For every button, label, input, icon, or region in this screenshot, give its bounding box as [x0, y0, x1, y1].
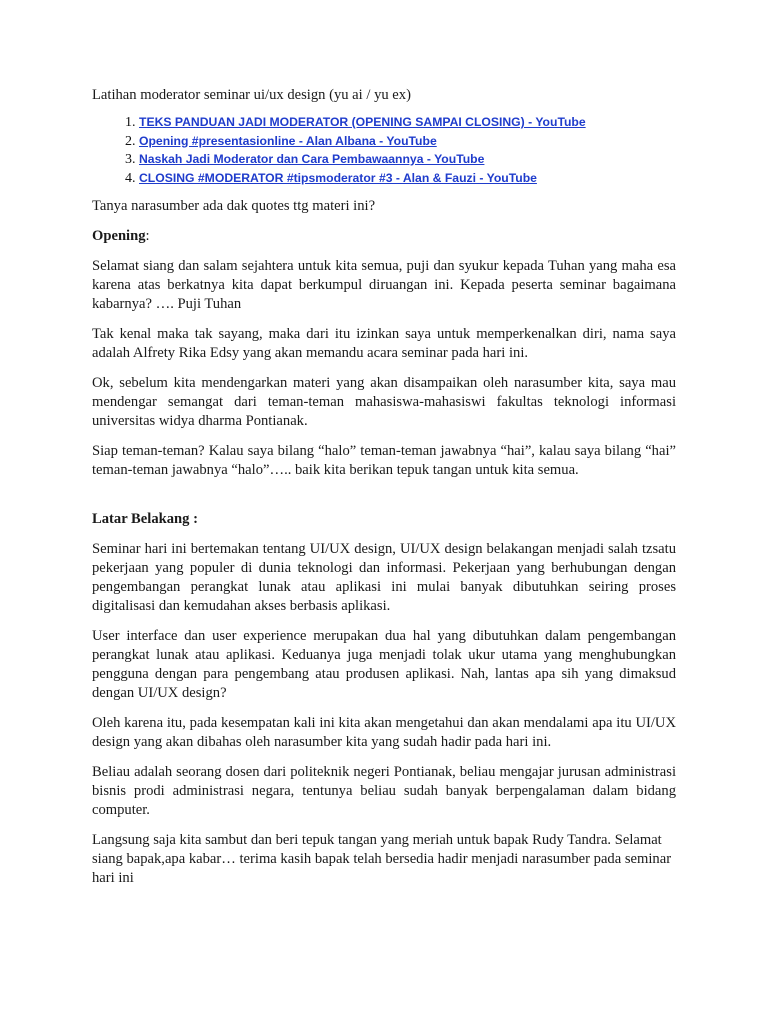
- list-item: [139, 113, 676, 132]
- background-paragraph: Oleh karena itu, pada kesempatan kali ini kita akan mengetahui dan akan mendalami apa itu UI/UX design yang akan dibahas oleh narasumber kita yang sudah hadir pada hari ini.: [92, 715, 676, 750]
- background-paragraph: Seminar hari ini bertemakan tentang UI/UX design, UI/UX design belakangan menjadi salah tzsatu pekerjaan yang populer di dunia teknologi dan informasi. Pekerjaan yang berhubungan dengan pengembangan perangkat lunak atau aplikasi ini mulai banyak dibutuhkan seiring proses digitalisasi dan kemudahan akses berbasis aplikasi.: [92, 541, 676, 614]
- opening-paragraph: Siap teman-teman? Kalau saya bilang “halo” teman-teman jawabnya “hai”, kalau saya bilang “hai” teman-teman jawabnya “halo”….. baik kita berikan tepuk tangan untuk kita semua.: [92, 443, 676, 478]
- opening-heading: [92, 227, 676, 246]
- background-paragraph: Langsung saja kita sambut dan beri tepuk tangan yang meriah untuk bapak Rudy Tandra. Selamat siang bapak,apa kabar… terima kasih bapak telah bersedia hadir menjadi narasumber pada seminar hari ini: [92, 832, 672, 886]
- list-item: [139, 132, 676, 151]
- youtube-link-2[interactable]: Opening #presentasionline - Alan Albana - YouTube: [139, 133, 437, 148]
- youtube-link-1[interactable]: TEKS PANDUAN JADI MODERATOR (OPENING SAMPAI CLOSING) - YouTube: [139, 115, 586, 129]
- opening-paragraph: Ok, sebelum kita mendengarkan materi yang akan disampaikan oleh narasumber kita, saya mau mendengar semangat dari teman-teman mahasiswa-mahasiswi fakultas teknologi informasi universitas widya dharma Pontianak.: [92, 375, 676, 429]
- reference-link-list: [92, 113, 676, 187]
- list-item: [139, 150, 676, 169]
- opening-heading-text: Opening: [92, 228, 146, 244]
- note-question: Tanya narasumber ada dak quotes ttg materi ini?: [92, 198, 376, 214]
- background-heading: Latar Belakang :: [92, 511, 198, 527]
- youtube-link-3[interactable]: Naskah Jadi Moderator dan Cara Pembawaannya - YouTube: [139, 152, 485, 166]
- opening-paragraph: Selamat siang dan salam sejahtera untuk kita semua, puji dan syukur kepada Tuhan yang maha esa karena atas berkatnya kita dapat berkumpul diruangan ini. Kepada peserta seminar bagaimana kabarnya? …. Puji Tuhan: [92, 258, 676, 312]
- list-item: [139, 169, 676, 188]
- opening-heading-colon: :: [145, 228, 150, 244]
- background-paragraph: Beliau adalah seorang dosen dari politeknik negeri Pontianak, beliau mengajar jurusan administrasi bisnis prodi administrasi negara, tentunya beliau sudah banyak berpengalaman dalam bidang computer.: [92, 764, 676, 818]
- youtube-link-4[interactable]: CLOSING #MODERATOR #tipsmoderator #3 - Alan & Fauzi - YouTube: [139, 170, 537, 185]
- opening-paragraph: Tak kenal maka tak sayang, maka dari itu izinkan saya untuk memperkenalkan diri, nama saya adalah Alfrety Rika Edsy yang akan memandu acara seminar pada hari ini.: [92, 326, 676, 361]
- document-page: [92, 86, 676, 899]
- section-spacer: [92, 491, 676, 510]
- background-paragraph: User interface dan user experience merupakan dua hal yang dibutuhkan dalam pengembangan perangkat lunak atau aplikasi. Keduanya juga menjadi tolak ukur utama yang menghubungkan pengguna dengan para pengembang atau produsen aplikasi. Nah, lantas apa sih yang dimaksud dengan UI/UX design?: [92, 628, 676, 701]
- document-title: Latihan moderator seminar ui/ux design (yu ai / yu ex): [92, 87, 411, 103]
